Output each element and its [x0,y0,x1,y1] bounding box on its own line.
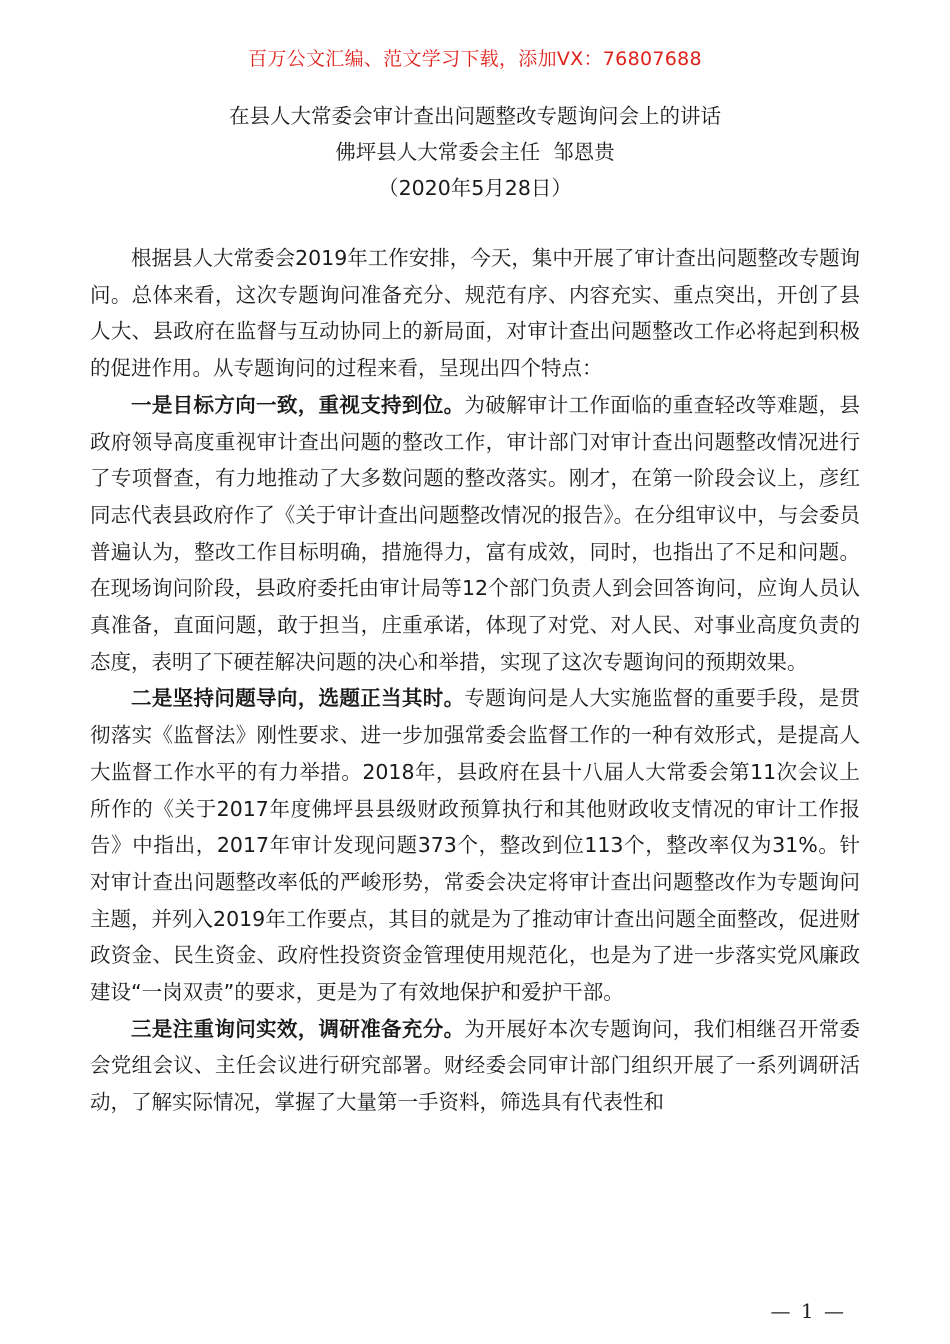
paragraph-point-2 [90,680,860,1010]
speaker-line: 佛坪县人大常委会主任 邹恩贵 [335,140,615,164]
page-number: — 1 — [770,1299,846,1323]
document-body [90,240,860,1121]
point-1-text: 为破解审计工作面临的重查轻改等难题，县政府领导高度重视审计查出问题的整改工作，审计部门对审计查出问题整改情况进行了专项督查，有力地推动了大多数问题的整改落实。刚才，在第一阶段会议上，彦红同志代表县政府作了《关于审计查出问题整改情况的报告》。在分组审议中，与会委员普遍认为，整改工作目标明确，措施得力，富有成效，同时，也指出了不足和问题。在现场询问阶段，县政府委托由审计局等12个部门负责人到会回答询问，应询人员认真准备，直面问题，敢于担当，庄重承诺，体现了对党、对人民、对事业高度负责的态度，表明了下硬茬解决问题的决心和举措，实现了这次专题询问的预期效果。 [90,392,861,674]
point-3-text: 为开展好本次专题询问，我们相继召开常委会党组会议、主任会议进行研究部署。财经委会同审计部门组织开展了一系列调研活动，了解实际情况，掌握了大量第一手资料，筛选具有代表性和 [90,1016,861,1115]
paragraph-intro: 根据县人大常委会2019年工作安排，今天，集中开展了审计查出问题整改专题询问。总体来看，这次专题询问准备充分、规范有序、内容充实、重点突出，开创了县人大、县政府在监督与互动协同上的新局面，对审计查出问题整改工作必将起到积极的促进作用。从专题询问的过程来看，呈现出四个特点： [90,246,860,381]
document-heading [0,98,950,206]
promo-banner: 百万公文汇编、范文学习下载，添加VX：76807688 [248,48,702,70]
point-2-heading: 二是坚持问题导向，选题正当其时。 [131,686,465,711]
document-title: 在县人大常委会审计查出问题整改专题询问会上的讲话 [229,104,721,128]
speech-date: （2020年5月28日） [378,176,572,200]
point-2-text: 专题询问是人大实施监督的重要手段，是贯彻落实《监督法》刚性要求、进一步加强常委会监督工作的一种有效形式，是提高人大监督工作水平的有力举措。2018年，县政府在县十八届人大常委会第11次会议上所作的《关于2017年度佛坪县县级财政预算执行和其他财政收支情况的审计工作报告》中指出，2017年审计发现问题373个，整改到位113个，整改率仅为31%。针对审计查出问题整改率低的严峻形势，常委会决定将审计查出问题整改作为专题询问主题，并列入2019年工作要点，其目的就是为了推动审计查出问题全面整改，促进财政资金、民生资金、政府性投资资金管理使用规范化，也是为了进一步落实党风廉政建设“一岗双责”的要求，更是为了有效地保护和爱护干部。 [90,686,861,1005]
paragraph-point-3 [90,1011,860,1121]
point-1-heading: 一是目标方向一致，重视支持到位。 [131,392,465,417]
paragraph-point-1 [90,387,860,681]
point-3-heading: 三是注重询问实效，调研准备充分。 [131,1016,465,1041]
